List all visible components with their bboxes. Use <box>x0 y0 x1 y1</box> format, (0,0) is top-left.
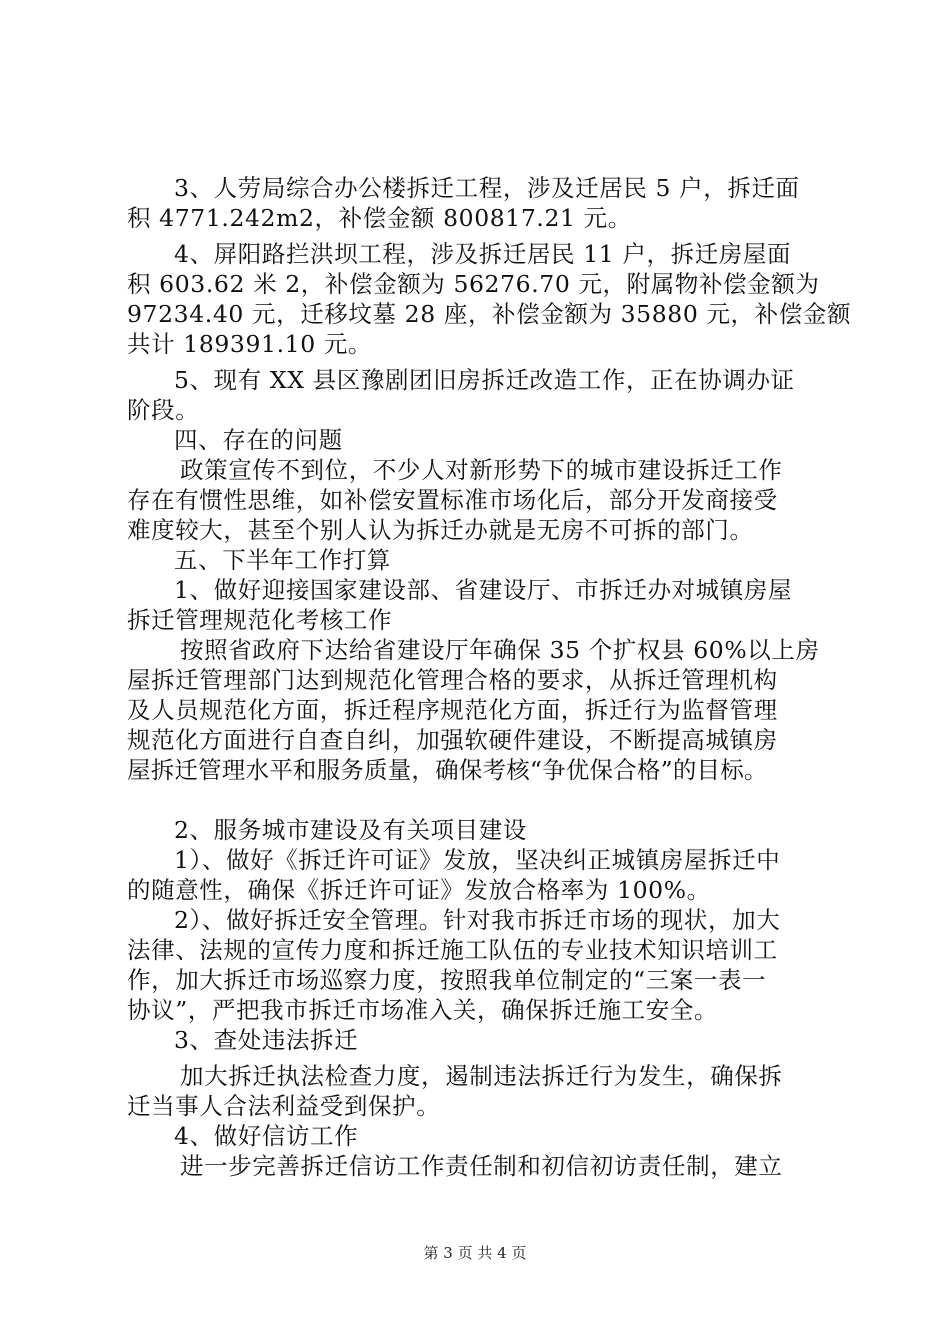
text-line: 政策宣传不到位，不少人对新形势下的城市建设拆迁工作 <box>180 456 783 484</box>
text-line: 屋拆迁管理水平和服务质量，确保考核“争优保合格”的目标。 <box>127 756 768 784</box>
text-line: 4、做好信访工作 <box>174 1122 359 1150</box>
text-line: 4、屏阳路拦洪坝工程，涉及拆迁居民 11 户，拆迁房屋面 <box>174 240 792 268</box>
text-line: 及人员规范化方面，拆迁程序规范化方面，拆迁行为监督管理 <box>127 696 778 724</box>
text-line: 协议”，严把我市拆迁市场准入关，确保拆迁施工安全。 <box>127 996 719 1024</box>
text-line: 进一步完善拆迁信访工作责任制和初信初访责任制，建立 <box>180 1152 783 1180</box>
text-line: 拆迁管理规范化考核工作 <box>127 606 393 634</box>
text-line: 积 4771.242m2，补偿金额 800817.21 元。 <box>127 204 632 232</box>
text-line: 的随意性，确保《拆迁许可证》发放合格率为 100%。 <box>127 876 711 904</box>
text-line: 存在有惯性思维，如补偿安置标准市场化后，部分开发商接受 <box>127 486 778 514</box>
text-line: 97234.40 元，迁移坟墓 28 座，补偿金额为 35880 元，补偿金额 <box>127 300 852 328</box>
text-line: 3、查处违法拆迁 <box>174 1026 359 1054</box>
text-line: 2、服务城市建设及有关项目建设 <box>174 816 527 844</box>
text-line: 法律、法规的宣传力度和拆迁施工队伍的专业技术知识培训工 <box>127 936 778 964</box>
text-line: 难度较大，甚至个别人认为拆迁办就是无房不可拆的部门。 <box>127 516 754 544</box>
text-line: 按照省政府下达给省建设厅年确保 35 个扩权县 60%以上房 <box>180 636 820 664</box>
text-line: 1、做好迎接国家建设部、省建设厅、市拆迁办对城镇房屋 <box>174 576 793 604</box>
text-line: 作，加大拆迁市场巡察力度，按照我单位制定的“三案一表一 <box>127 966 767 994</box>
text-line: 1）、做好《拆迁许可证》发放，坚决纠正城镇房屋拆迁中 <box>174 846 781 874</box>
text-line: 阶段。 <box>127 396 200 424</box>
text-line: 迁当事人合法利益受到保护。 <box>127 1092 441 1120</box>
text-line: 加大拆迁执法检查力度，遏制违法拆迁行为发生，确保拆 <box>180 1062 783 1090</box>
text-line: 共计 189391.10 元。 <box>127 330 373 358</box>
text-line: 5、现有 XX 县区豫剧团旧房拆迁改造工作，正在协调办证 <box>174 366 795 394</box>
text-line: 3、人劳局综合办公楼拆迁工程，涉及迁居民 5 户，拆迁面 <box>174 174 800 202</box>
section-heading: 四、存在的问题 <box>174 426 343 454</box>
text-line: 2）、做好拆迁安全管理。针对我市拆迁市场的现状，加大 <box>174 906 781 934</box>
page-number-footer: 第 3 页 共 4 页 <box>423 1244 527 1262</box>
section-heading: 五、下半年工作打算 <box>174 546 391 574</box>
text-line: 规范化方面进行自查自纠，加强软硬件建设，不断提高城镇房 <box>127 726 778 754</box>
text-line: 屋拆迁管理部门达到规范化管理合格的要求，从拆迁管理机构 <box>127 666 778 694</box>
text-line: 积 603.62 米 2，补偿金额为 56276.70 元，附属物补偿金额为 <box>127 270 820 298</box>
